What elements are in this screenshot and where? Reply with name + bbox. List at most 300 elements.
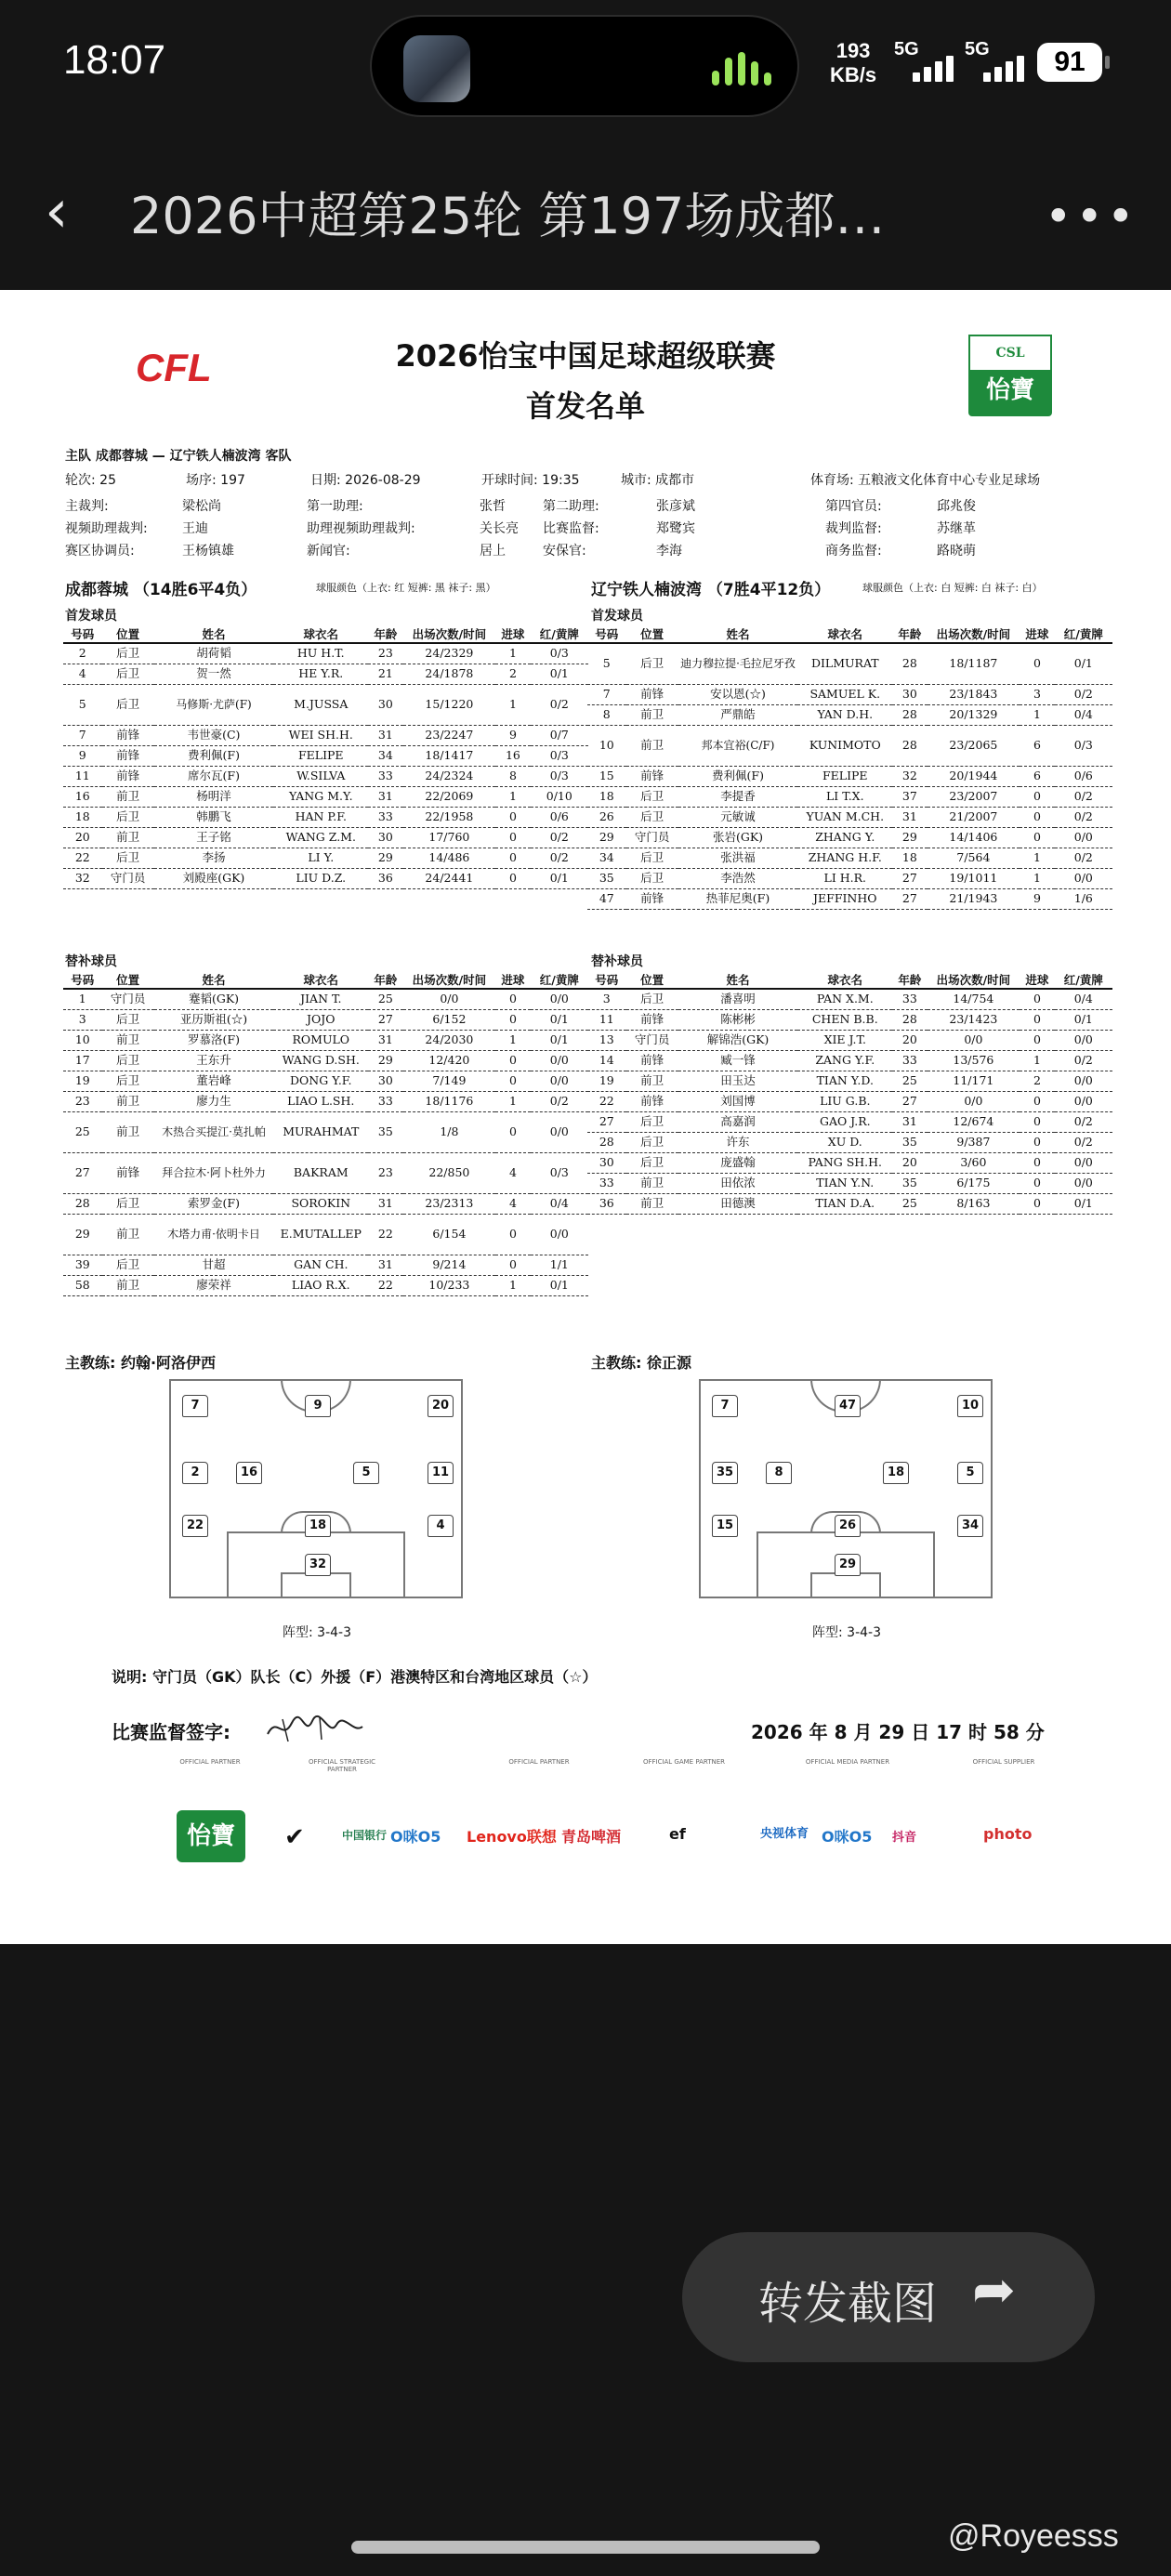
table-cell: 6/154 <box>403 1214 496 1255</box>
table-cell: 58 <box>63 1275 102 1295</box>
table-cell: ZHANG Y. <box>797 827 892 848</box>
table-cell: 李浩然 <box>678 868 798 888</box>
table-cell: 0/0 <box>531 1111 588 1152</box>
legend: 说明: 守门员（GK）队长（C）外援（F）港澳特区和台湾地区球员（☆） <box>112 1668 598 1686</box>
column-header: 红/黄牌 <box>531 624 588 643</box>
table-cell: 26 <box>587 807 626 827</box>
table-cell: 0 <box>1020 786 1054 807</box>
table-cell: 0 <box>495 1255 530 1275</box>
table-cell: 0/1 <box>1055 643 1112 684</box>
table-cell: 22 <box>368 1275 402 1295</box>
table-cell: 22/1958 <box>403 807 496 827</box>
table-cell: 21/2007 <box>928 807 1020 827</box>
table-cell: 前卫 <box>626 704 678 725</box>
table-cell: 0/2 <box>1055 1132 1112 1152</box>
column-header: 年龄 <box>368 624 402 643</box>
share-arrow-icon: ➦ <box>972 2260 1016 2320</box>
table-cell: SOROKIN <box>273 1193 368 1214</box>
table-cell: 23/1423 <box>928 1009 1020 1030</box>
table-cell: 23 <box>63 1091 102 1111</box>
table-cell: 10 <box>63 1030 102 1050</box>
official-role: 安保官: <box>543 544 586 559</box>
table-cell: 前卫 <box>102 786 154 807</box>
table-cell: 李提香 <box>678 786 798 807</box>
player-shirt-icon: 4 <box>428 1515 454 1537</box>
table-row <box>63 766 588 786</box>
table-cell: 拜合拉木·阿卜杜外力 <box>154 1152 274 1193</box>
table-row <box>63 1193 588 1214</box>
home-coach: 主教练: 约翰·阿洛伊西 <box>65 1354 217 1372</box>
table-row <box>587 766 1112 786</box>
venue: 体育场: 五粮液文化体育中心专业足球场 <box>810 473 1041 488</box>
table-cell: 23 <box>368 643 402 664</box>
column-header: 进球 <box>495 970 530 989</box>
cctv-sports-logo: 央视体育 <box>760 1827 809 1841</box>
table-cell: 0 <box>495 1050 530 1071</box>
table-cell: 37 <box>892 786 927 807</box>
table-row <box>63 786 588 807</box>
document-subtitle: 首发名单 <box>525 388 645 424</box>
table-cell: ZHANG H.F. <box>797 848 892 868</box>
table-cell: 8 <box>495 766 530 786</box>
sponsor-caption: OFFICIAL PARTNER <box>508 1758 570 1766</box>
table-cell: 1 <box>1020 848 1054 868</box>
table-cell: 28 <box>587 1132 626 1152</box>
table-cell: 许东 <box>678 1132 798 1152</box>
table-cell: 0 <box>1020 1173 1054 1193</box>
table-cell: 田依浓 <box>678 1173 798 1193</box>
player-shirt-icon: 32 <box>305 1554 331 1576</box>
column-header: 姓名 <box>154 624 274 643</box>
table-cell: 0 <box>495 807 530 827</box>
table-cell: 27 <box>892 868 927 888</box>
table-cell: 0 <box>495 827 530 848</box>
table-cell: 23/2065 <box>928 725 1020 766</box>
table-cell: 24/2030 <box>403 1030 496 1050</box>
away-starters-table <box>587 624 1112 910</box>
table-cell: JEFFINHO <box>797 888 892 909</box>
official-role: 主裁判: <box>65 499 109 514</box>
table-cell: 后卫 <box>626 848 678 868</box>
table-cell: 15/1220 <box>403 684 496 725</box>
table-cell: 0/2 <box>1055 848 1112 868</box>
more-button[interactable]: ••• <box>1045 190 1138 243</box>
player-shirt-icon: 16 <box>236 1462 262 1484</box>
table-cell: 0 <box>1020 827 1054 848</box>
table-cell: 9/214 <box>403 1255 496 1275</box>
table-cell: 前卫 <box>626 1071 678 1091</box>
match-date: 日期: 2026-08-29 <box>310 473 421 488</box>
table-cell: 0 <box>1020 643 1054 684</box>
away-team-name: 辽宁铁人楠波湾 （7胜4平12负） <box>591 581 831 599</box>
table-cell: 29 <box>587 827 626 848</box>
network-speed <box>830 39 876 87</box>
table-cell: 9/387 <box>928 1132 1020 1152</box>
table-cell: 张洪福 <box>678 848 798 868</box>
table-row <box>587 1071 1112 1091</box>
table-cell: 廖力生 <box>154 1091 274 1111</box>
table-cell: 1 <box>63 989 102 1009</box>
table-cell: 索罗金(F) <box>154 1193 274 1214</box>
table-cell: MURAHMAT <box>273 1111 368 1152</box>
table-cell: 前锋 <box>626 1009 678 1030</box>
player-shirt-icon: 7 <box>182 1395 208 1417</box>
table-cell: 8 <box>587 704 626 725</box>
table-cell: 0/1 <box>531 1030 588 1050</box>
table-row <box>63 745 588 766</box>
player-shirt-icon: 11 <box>428 1462 454 1484</box>
table-row <box>587 827 1112 848</box>
table-cell: 席尔瓦(F) <box>154 766 274 786</box>
table-row <box>587 1030 1112 1050</box>
table-row <box>63 1009 588 1030</box>
table-cell: 后卫 <box>102 1009 154 1030</box>
weibo-watermark: @Royeesss <box>948 2518 1119 2554</box>
table-row <box>63 848 588 868</box>
table-cell: 9 <box>1020 888 1054 909</box>
table-cell: 28 <box>63 1193 102 1214</box>
table-cell: 0 <box>495 1111 530 1152</box>
official-role: 商务监督: <box>825 544 882 559</box>
table-cell: 后卫 <box>626 807 678 827</box>
official-name: 张彦斌 <box>656 499 695 514</box>
home-formation: 阵型: 3-4-3 <box>283 1625 351 1640</box>
player-shirt-icon: 35 <box>712 1462 738 1484</box>
official-name: 张哲 <box>480 499 506 514</box>
table-cell: 后卫 <box>626 1132 678 1152</box>
away-starters-label: 首发球员 <box>591 609 643 624</box>
share-label: 转发截图 <box>758 2278 938 2330</box>
column-header: 红/黄牌 <box>531 970 588 989</box>
table-cell: 6/152 <box>403 1009 496 1030</box>
table-cell: 0 <box>495 1214 530 1255</box>
ef-logo: ef <box>669 1825 686 1843</box>
table-cell: 18/1176 <box>403 1091 496 1111</box>
column-header: 位置 <box>626 970 678 989</box>
table-cell: 0/2 <box>531 684 588 725</box>
table-row <box>63 664 588 684</box>
table-cell: 33 <box>587 1173 626 1193</box>
table-cell: 18 <box>892 848 927 868</box>
back-button[interactable]: ‹ <box>45 177 69 246</box>
network-speed-unit: KB/s <box>830 63 877 86</box>
official-name: 关长亮 <box>480 521 519 536</box>
table-cell: GAO J.R. <box>797 1111 892 1132</box>
table-row <box>587 1173 1112 1193</box>
table-cell: 33 <box>892 1050 927 1071</box>
column-header: 球衣名 <box>273 624 368 643</box>
official-role: 比赛监督: <box>543 521 599 536</box>
table-cell: 7/149 <box>403 1071 496 1091</box>
table-cell: 0/0 <box>531 989 588 1009</box>
table-row <box>587 704 1112 725</box>
table-cell: 19/1011 <box>928 868 1020 888</box>
table-cell: 24/2324 <box>403 766 496 786</box>
table-cell: 1 <box>1020 868 1054 888</box>
signal-type-2: 5G <box>965 39 990 59</box>
player-shirt-icon: 5 <box>957 1462 983 1484</box>
table-cell: 18/1187 <box>928 643 1020 684</box>
official-name: 李海 <box>656 544 682 559</box>
table-cell: 1/6 <box>1055 888 1112 909</box>
table-cell: YUAN M.CH. <box>797 807 892 827</box>
table-cell: BAKRAM <box>273 1152 368 1193</box>
official-role: 裁判监督: <box>825 521 882 536</box>
table-row <box>587 868 1112 888</box>
table-cell: 前卫 <box>102 1214 154 1255</box>
table-cell: 35 <box>892 1132 927 1152</box>
table-cell: 25 <box>892 1071 927 1091</box>
official-role: 助理视频助理裁判: <box>307 521 415 536</box>
table-cell: 34 <box>368 745 402 766</box>
table-row <box>587 1132 1112 1152</box>
player-shirt-icon: 8 <box>766 1462 792 1484</box>
table-cell: 31 <box>368 786 402 807</box>
table-cell: 10 <box>587 725 626 766</box>
table-cell: 前卫 <box>102 827 154 848</box>
table-cell: 韩鹏飞 <box>154 807 274 827</box>
table-cell: 甘超 <box>154 1255 274 1275</box>
column-header: 号码 <box>63 970 102 989</box>
table-cell: 1 <box>1020 1050 1054 1071</box>
table-cell: 贺一然 <box>154 664 274 684</box>
table-row <box>587 725 1112 766</box>
table-cell: 0 <box>1020 1132 1054 1152</box>
column-header: 年龄 <box>892 970 927 989</box>
column-header: 位置 <box>626 624 678 643</box>
table-cell: 0 <box>1020 1009 1054 1030</box>
table-row <box>63 1255 588 1275</box>
table-cell: 0/4 <box>1055 704 1112 725</box>
table-cell: 陈彬彬 <box>678 1009 798 1030</box>
sponsor-caption: OFFICIAL MEDIA PARTNER <box>805 1758 890 1766</box>
table-cell: 36 <box>368 868 402 888</box>
table-cell: 前卫 <box>102 1111 154 1152</box>
official-name: 郑鹭宾 <box>656 521 695 536</box>
table-cell: XU D. <box>797 1132 892 1152</box>
table-cell: 韦世豪(C) <box>154 725 274 745</box>
official-name: 邱兆俊 <box>937 499 976 514</box>
table-cell: 0/0 <box>928 1030 1020 1050</box>
table-cell: FELIPE <box>273 745 368 766</box>
table-cell: 0/2 <box>1055 684 1112 704</box>
column-header: 号码 <box>587 970 626 989</box>
table-row <box>63 807 588 827</box>
table-cell: 0/10 <box>531 786 588 807</box>
table-cell: 后卫 <box>626 989 678 1009</box>
table-cell: 15 <box>587 766 626 786</box>
table-row <box>63 827 588 848</box>
table-cell: 迪力穆拉提·毛拉尼牙孜 <box>678 643 798 684</box>
table-row <box>587 643 1112 684</box>
sponsor-captions <box>0 1758 1171 1786</box>
table-cell: 0/0 <box>531 1050 588 1071</box>
table-cell: 前锋 <box>102 1152 154 1193</box>
table-cell: 后卫 <box>102 1255 154 1275</box>
table-cell: 6 <box>1020 725 1054 766</box>
table-cell: 12/674 <box>928 1111 1020 1132</box>
table-cell: 10/233 <box>403 1275 496 1295</box>
column-header: 球衣名 <box>273 970 368 989</box>
table-cell: 前锋 <box>626 1091 678 1111</box>
home-indicator[interactable] <box>351 2541 820 2554</box>
table-cell: 36 <box>587 1193 626 1214</box>
table-cell: 李扬 <box>154 848 274 868</box>
table-cell: TIAN D.A. <box>797 1193 892 1214</box>
table-cell: 35 <box>587 868 626 888</box>
dynamic-island[interactable] <box>370 15 799 117</box>
table-cell: 0/3 <box>531 643 588 664</box>
table-cell: 25 <box>368 989 402 1009</box>
table-cell: 21/1943 <box>928 888 1020 909</box>
table-cell: 24/2329 <box>403 643 496 664</box>
table-cell: JOJO <box>273 1009 368 1030</box>
table-row <box>63 1030 588 1050</box>
table-row <box>587 1009 1112 1030</box>
player-shirt-icon: 18 <box>305 1515 331 1537</box>
away-coach: 主教练: 徐正源 <box>591 1354 691 1372</box>
table-cell: 0 <box>495 989 530 1009</box>
signal-icon-2 <box>965 39 1030 82</box>
table-cell: 元敏诚 <box>678 807 798 827</box>
table-cell: 0/1 <box>531 868 588 888</box>
column-header: 球衣名 <box>797 970 892 989</box>
round: 轮次: 25 <box>65 473 116 488</box>
table-cell: CHEN B.B. <box>797 1009 892 1030</box>
nike-logo: ✔ <box>284 1823 305 1851</box>
table-cell: 2 <box>63 643 102 664</box>
table-cell: 14/486 <box>403 848 496 868</box>
table-cell: 罗慕洛(F) <box>154 1030 274 1050</box>
table-cell: 35 <box>368 1111 402 1152</box>
table-cell: 31 <box>368 725 402 745</box>
table-cell: 守门员 <box>626 1030 678 1050</box>
clock: 18:07 <box>63 37 166 83</box>
table-cell: 27 <box>892 888 927 909</box>
table-row <box>587 888 1112 909</box>
table-cell: YANG M.Y. <box>273 786 368 807</box>
table-cell: 9 <box>63 745 102 766</box>
column-header: 位置 <box>102 970 154 989</box>
table-row <box>63 1071 588 1091</box>
table-row <box>587 1193 1112 1214</box>
table-row <box>587 786 1112 807</box>
player-shirt-icon: 26 <box>835 1515 861 1537</box>
table-cell: LIU G.B. <box>797 1091 892 1111</box>
table-cell: 0 <box>1020 1030 1054 1050</box>
table-cell: ZANG Y.F. <box>797 1050 892 1071</box>
table-cell: LIAO R.X. <box>273 1275 368 1295</box>
official-name: 梁松尚 <box>182 499 221 514</box>
away-subs-label: 替补球员 <box>591 954 643 969</box>
share-screenshot-button[interactable] <box>682 2232 1095 2362</box>
column-header: 出场次数/时间 <box>928 624 1020 643</box>
table-cell: 邦本宜裕(C/F) <box>678 725 798 766</box>
table-cell: W.SILVA <box>273 766 368 786</box>
table-cell: 0/4 <box>1055 989 1112 1009</box>
official-name: 王杨镇雄 <box>182 544 234 559</box>
table-cell: 21 <box>368 664 402 684</box>
away-formation-pitch <box>699 1379 993 1598</box>
table-cell: 3/60 <box>928 1152 1020 1173</box>
table-cell: 3 <box>587 989 626 1009</box>
table-cell: 39 <box>63 1255 102 1275</box>
table-cell: 0/2 <box>531 1091 588 1111</box>
table-cell: WANG D.SH. <box>273 1050 368 1071</box>
table-cell: 29 <box>368 1050 402 1071</box>
table-cell: 木热合买提江·莫扎帕 <box>154 1111 274 1152</box>
migu-logo: O咪O5 <box>390 1828 441 1846</box>
table-cell: 20/1329 <box>928 704 1020 725</box>
table-cell: YAN D.H. <box>797 704 892 725</box>
table-cell: 守门员 <box>626 827 678 848</box>
table-cell: 亚历斯祖(☆) <box>154 1009 274 1030</box>
yibao-logo: 怡寶 <box>177 1810 245 1862</box>
table-cell: 1 <box>495 1275 530 1295</box>
table-cell: 费利佩(F) <box>678 766 798 786</box>
table-cell: 0/2 <box>531 827 588 848</box>
table-cell: 11 <box>63 766 102 786</box>
media-thumbnail <box>403 35 470 102</box>
table-cell: WANG Z.M. <box>273 827 368 848</box>
table-cell: 0/3 <box>1055 725 1112 766</box>
away-formation: 阵型: 3-4-3 <box>812 1625 881 1640</box>
table-cell: 3 <box>1020 684 1054 704</box>
table-cell: 11/171 <box>928 1071 1020 1091</box>
home-kit-colors: 球服颜色（上衣: 红 短裤: 黑 袜子: 黑） <box>316 582 496 594</box>
table-cell: 29 <box>368 848 402 868</box>
table-cell: 27 <box>63 1152 102 1193</box>
table-cell: 31 <box>368 1193 402 1214</box>
table-cell: 前锋 <box>626 684 678 704</box>
table-cell: 12/420 <box>403 1050 496 1071</box>
table-cell: 47 <box>587 888 626 909</box>
table-cell: 前卫 <box>102 1275 154 1295</box>
table-cell: E.MUTALLEP <box>273 1214 368 1255</box>
table-cell: 6 <box>1020 766 1054 786</box>
home-starters-table <box>63 624 588 889</box>
player-shirt-icon: 34 <box>957 1515 983 1537</box>
supervisor-sign-label: 比赛监督签字: <box>112 1721 230 1743</box>
player-shirt-icon: 15 <box>712 1515 738 1537</box>
douyin-logo: 抖音 <box>892 1831 917 1845</box>
table-cell: 前卫 <box>626 725 678 766</box>
city: 城市: 成都市 <box>621 473 695 488</box>
table-cell: LI H.R. <box>797 868 892 888</box>
table-cell: LIAO L.SH. <box>273 1091 368 1111</box>
table-cell: 0/0 <box>1055 1152 1112 1173</box>
table-cell: 27 <box>368 1009 402 1030</box>
table-cell: 27 <box>892 1091 927 1111</box>
table-cell: 7 <box>63 725 102 745</box>
away-kit-colors: 球服颜色（上衣: 白 短裤: 白 袜子: 白） <box>862 582 1043 594</box>
table-cell: 28 <box>892 643 927 684</box>
table-cell: 31 <box>892 807 927 827</box>
column-header: 年龄 <box>368 970 402 989</box>
away-subs-table <box>587 970 1112 1215</box>
table-cell: HE Y.R. <box>273 664 368 684</box>
csl-logo-top: CSL <box>968 335 1052 372</box>
table-row <box>63 725 588 745</box>
table-cell: 0/0 <box>531 1071 588 1091</box>
table-row <box>587 684 1112 704</box>
lenovo-logo: Lenovo联想 <box>467 1828 557 1846</box>
official-role: 第一助理: <box>307 499 363 514</box>
table-cell: 0 <box>1020 1152 1054 1173</box>
home-subs-label: 替补球员 <box>65 954 117 969</box>
table-cell: 解锦浩(GK) <box>678 1030 798 1050</box>
table-cell: 24/2441 <box>403 868 496 888</box>
